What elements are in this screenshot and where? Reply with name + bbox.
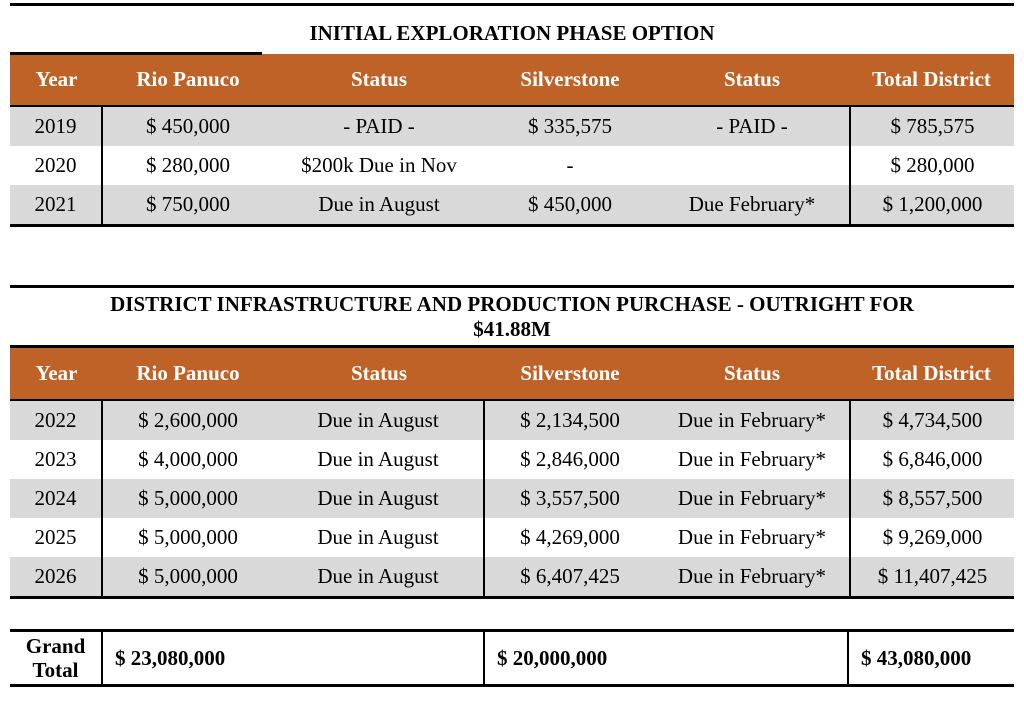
top-horizontal-rule [10,3,1014,6]
grand-total-label [10,632,103,684]
table-cell: 2025 [10,518,103,557]
table-cell: Due in August [318,192,440,216]
table-cell: - PAID - [343,114,415,138]
table-cell: $ 6,846,000 [849,440,1014,479]
table-cell: $ 5,000,000 [138,525,238,549]
table2-title-line1: DISTRICT INFRASTRUCTURE AND PRODUCTION PURCHASE - OUTRIGHT FOR [110,292,914,316]
table-cell: 2026 [10,557,103,596]
table-cell: $ 5,000,000 [138,564,238,588]
table2-column-header-rio-panuco: Rio Panuco [136,361,240,385]
table-cell: $ 4,734,500 [849,401,1014,440]
grand-total-row [10,629,1014,687]
table-cell: $ 9,269,000 [849,518,1014,557]
table-cell: $ 6,407,425 [520,564,620,588]
table-cell: $ 2,846,000 [520,447,620,471]
table-row [10,440,1014,479]
grand-total-district: $ 43,080,000 [861,645,972,670]
table-cell: 2021 [10,185,103,224]
table-row [10,518,1014,557]
grand-total-silverstone: $ 20,000,000 [485,632,849,684]
grand-total-label-line1: Grand [25,634,86,658]
table2-top-rule [10,285,1014,288]
table-cell: 2022 [10,401,103,440]
table2-title-line2: $41.88M [473,317,551,341]
table2-column-header-total-district: Total District [872,361,991,385]
table1-column-header-status-2: Status [723,67,781,91]
table-cell: Due in February* [677,525,827,549]
table1-header-row [10,54,1014,107]
table-row [10,146,1014,185]
table-cell: $ 3,557,500 [520,486,620,510]
table-row [10,479,1014,518]
table-cell: 2020 [10,146,103,185]
table-cell: $ 280,000 [849,146,1014,185]
table2-column-header-status-2: Status [723,361,781,385]
grand-total-label-line2: Total [32,658,79,682]
table1-body [10,107,1014,227]
table-cell: $ 2,134,500 [520,408,620,432]
table-row [10,557,1014,596]
table-row [10,107,1014,146]
table-cell: $200k Due in Nov [301,153,457,177]
table-cell: Due February* [688,192,816,216]
table2-header-row [10,345,1014,401]
table2-column-header-year: Year [35,361,78,385]
table-cell: $ 8,557,500 [849,479,1014,518]
table-cell: $ 750,000 [146,192,230,216]
table-cell: Due in August [273,401,485,440]
table2-column-header-status-1: Status [350,361,408,385]
table-cell: $ 785,575 [849,107,1014,146]
table1-column-header-silverstone: Silverstone [520,67,620,91]
table2-column-header-silverstone: Silverstone [520,361,620,385]
table-cell: $ 4,269,000 [520,525,620,549]
table-cell: $ 450,000 [146,114,230,138]
table-cell: Due in August [273,479,485,518]
table-cell: $ 4,000,000 [138,447,238,471]
table1-column-header-total-district: Total District [872,67,991,91]
table-cell: 2023 [10,440,103,479]
table-cell: $ 1,200,000 [849,185,1014,224]
table-cell: Due in February* [677,564,827,588]
table-cell: Due in February* [677,408,827,432]
table1-column-header-year: Year [35,67,78,91]
table-cell: $ 335,575 [528,114,612,138]
table-cell: - [566,153,574,177]
table-cell: Due in August [273,557,485,596]
table-cell: $ 280,000 [146,153,230,177]
table-cell [655,146,849,185]
table2-title [10,292,1014,342]
table-cell: 2024 [10,479,103,518]
table-cell: Due in February* [677,447,827,471]
table-cell: $ 2,600,000 [138,408,238,432]
table-row [10,401,1014,440]
grand-total-rio-panuco: $ 23,080,000 [103,632,485,684]
table-cell: $ 450,000 [528,192,612,216]
table1-column-header-status-1: Status [350,67,408,91]
payment-schedule-document [10,3,1014,687]
table-cell: $ 11,407,425 [849,557,1014,596]
table2-body [10,401,1014,599]
table1-title: INITIAL EXPLORATION PHASE OPTION [309,21,715,45]
table-cell: Due in August [273,518,485,557]
table-row [10,185,1014,224]
table-cell: Due in August [273,440,485,479]
table-cell: Due in February* [677,486,827,510]
table-cell: - PAID - [716,114,788,138]
table-cell: 2019 [10,107,103,146]
table1-column-header-rio-panuco: Rio Panuco [136,67,240,91]
table-cell: $ 5,000,000 [138,486,238,510]
